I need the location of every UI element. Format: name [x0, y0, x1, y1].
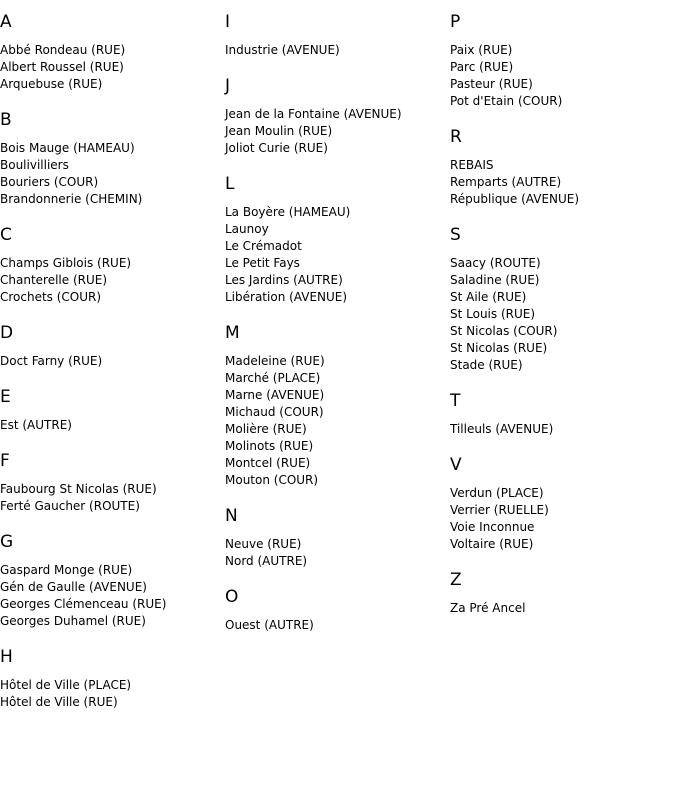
street-name: Michaud (COUR)	[225, 405, 324, 419]
letter-heading: L	[225, 174, 235, 194]
street-name: Industrie (AVENUE)	[225, 43, 340, 57]
letter-heading: G	[0, 532, 14, 552]
letter-group	[225, 12, 450, 59]
letter-heading: C	[0, 225, 12, 245]
letter-group	[450, 391, 675, 438]
street-list	[450, 485, 675, 553]
letter-heading: R	[450, 127, 462, 147]
letter-group	[0, 110, 225, 208]
letter-heading: V	[450, 455, 462, 475]
street-name: Est (AUTRE)	[0, 418, 72, 432]
letter-group	[450, 12, 675, 110]
street-list	[0, 42, 225, 93]
street-list	[0, 255, 225, 306]
letter-heading: F	[0, 451, 10, 471]
street-column	[225, 12, 450, 651]
letter-group	[0, 647, 225, 711]
letter-group	[225, 587, 450, 634]
street-name: Brandonnerie (CHEMIN)	[0, 192, 143, 206]
letter-heading: D	[0, 323, 14, 343]
street-list	[225, 106, 450, 157]
street-list	[0, 353, 225, 370]
street-name: Launoy	[225, 222, 269, 236]
street-name: Hôtel de Ville (RUE)	[0, 695, 118, 709]
street-name: La Boyère (HAMEAU)	[225, 205, 351, 219]
street-name: Ferté Gaucher (ROUTE)	[0, 499, 140, 513]
street-name: Nord (AUTRE)	[225, 554, 308, 568]
street-name: Madeleine (RUE)	[225, 354, 325, 368]
letter-heading: O	[225, 587, 239, 607]
street-name: Voltaire (RUE)	[450, 537, 534, 551]
street-name: Saacy (ROUTE)	[450, 256, 541, 270]
street-name: Le Petit Fays	[225, 256, 300, 270]
letter-group	[0, 532, 225, 630]
street-list	[450, 421, 675, 438]
street-name: Verdun (PLACE)	[450, 486, 544, 500]
street-name: Marne (AVENUE)	[225, 388, 325, 402]
street-name: Crochets (COUR)	[0, 290, 102, 304]
street-name: Champs Giblois (RUE)	[0, 256, 132, 270]
street-name: Parc (RUE)	[450, 60, 514, 74]
street-name: Georges Clémenceau (RUE)	[0, 597, 167, 611]
street-name: Voie Inconnue	[450, 520, 535, 534]
street-list	[450, 255, 675, 374]
street-list	[225, 42, 450, 59]
street-name: Pot d'Etain (COUR)	[450, 94, 563, 108]
street-column	[450, 12, 675, 634]
street-name: Remparts (AUTRE)	[450, 175, 562, 189]
letter-heading: P	[450, 12, 461, 32]
street-name: Gén de Gaulle (AVENUE)	[0, 580, 147, 594]
letter-heading: E	[0, 387, 11, 407]
street-name: Gaspard Monge (RUE)	[0, 563, 133, 577]
letter-group	[0, 451, 225, 515]
street-list	[450, 600, 675, 617]
street-list	[0, 140, 225, 208]
letter-heading: S	[450, 225, 461, 245]
street-list	[0, 677, 225, 711]
street-name: Molinots (RUE)	[225, 439, 314, 453]
street-name: Neuve (RUE)	[225, 537, 302, 551]
street-list	[225, 536, 450, 570]
letter-heading: H	[0, 647, 13, 667]
street-list	[225, 204, 450, 306]
street-name: St Nicolas (RUE)	[450, 341, 548, 355]
street-name: Abbé Rondeau (RUE)	[0, 43, 126, 57]
street-name: Tilleuls (AVENUE)	[450, 422, 554, 436]
street-name: Stade (RUE)	[450, 358, 523, 372]
street-name: Albert Roussel (RUE)	[0, 60, 124, 74]
letter-group	[225, 76, 450, 157]
street-name: Joliot Curie (RUE)	[225, 141, 328, 155]
street-name: Boulivilliers	[0, 158, 69, 172]
letter-group	[450, 570, 675, 617]
street-name: Le Crémadot	[225, 239, 302, 253]
street-name: Chanterelle (RUE)	[0, 273, 108, 287]
letter-heading: B	[0, 110, 12, 130]
street-name: Verrier (RUELLE)	[450, 503, 549, 517]
street-name: Mouton (COUR)	[225, 473, 319, 487]
letter-group	[0, 12, 225, 93]
street-name: REBAIS	[450, 158, 494, 172]
street-name: Jean de la Fontaine (AVENUE)	[225, 107, 402, 121]
street-name: Les Jardins (AUTRE)	[225, 273, 343, 287]
street-list	[0, 562, 225, 630]
street-name: Paix (RUE)	[450, 43, 513, 57]
street-name: République (AVENUE)	[450, 192, 580, 206]
street-name: St Louis (RUE)	[450, 307, 536, 321]
letter-group	[0, 387, 225, 434]
street-name: Hôtel de Ville (PLACE)	[0, 678, 132, 692]
street-name: Arquebuse (RUE)	[0, 77, 103, 91]
street-list	[450, 157, 675, 208]
letter-heading: N	[225, 506, 238, 526]
street-list	[0, 417, 225, 434]
letter-group	[450, 455, 675, 553]
street-list	[225, 617, 450, 634]
letter-group	[0, 225, 225, 306]
street-name: Pasteur (RUE)	[450, 77, 533, 91]
street-name: Jean Moulin (RUE)	[225, 124, 333, 138]
letter-heading: I	[225, 12, 231, 32]
letter-group	[225, 174, 450, 306]
letter-group	[225, 323, 450, 489]
street-list	[225, 353, 450, 489]
street-name: Libération (AVENUE)	[225, 290, 348, 304]
letter-group	[225, 506, 450, 570]
letter-group	[0, 323, 225, 370]
letter-group	[450, 225, 675, 374]
letter-heading: Z	[450, 570, 462, 590]
letter-heading: M	[225, 323, 240, 343]
street-name: Ouest (AUTRE)	[225, 618, 314, 632]
letter-heading: T	[450, 391, 461, 411]
street-name: Bois Mauge (HAMEAU)	[0, 141, 135, 155]
letter-heading: J	[225, 76, 231, 96]
street-list	[0, 481, 225, 515]
street-name: Montcel (RUE)	[225, 456, 311, 470]
street-name: St Nicolas (COUR)	[450, 324, 558, 338]
street-name: Molière (RUE)	[225, 422, 307, 436]
street-name: St Aile (RUE)	[450, 290, 527, 304]
letter-heading: A	[0, 12, 12, 32]
letter-group	[450, 127, 675, 208]
street-name: Faubourg St Nicolas (RUE)	[0, 482, 157, 496]
street-name: Za Pré Ancel	[450, 601, 526, 615]
street-column	[0, 12, 225, 728]
street-name: Saladine (RUE)	[450, 273, 540, 287]
street-name: Marché (PLACE)	[225, 371, 321, 385]
street-list	[450, 42, 675, 110]
street-name: Doct Farny (RUE)	[0, 354, 103, 368]
street-name: Bouriers (COUR)	[0, 175, 99, 189]
street-name: Georges Duhamel (RUE)	[0, 614, 146, 628]
